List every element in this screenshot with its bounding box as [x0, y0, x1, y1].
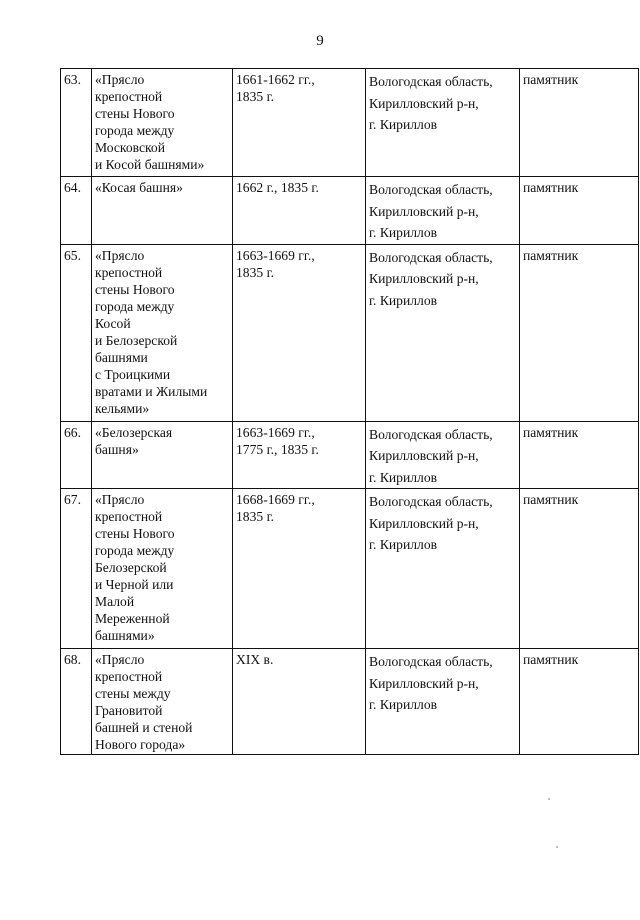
- row-number: 66.: [61, 421, 92, 489]
- object-date: 1661-1662 гг., 1835 г.: [233, 69, 366, 177]
- table-row: [61, 177, 639, 245]
- object-name: «Прясло крепостной стены между Грановитой башней и стеной Нового города»: [92, 649, 233, 755]
- page-number: 9: [316, 33, 324, 49]
- row-number: 67.: [61, 489, 92, 649]
- object-location: Вологодская область, Кирилловский р-н, г. Кириллов: [366, 489, 520, 649]
- row-number: 63.: [61, 69, 92, 177]
- object-category: памятник: [520, 69, 639, 177]
- scan-speck: [548, 798, 550, 800]
- object-category: памятник: [520, 177, 639, 245]
- object-date: 1663-1669 гг., 1835 г.: [233, 244, 366, 421]
- row-number: 68.: [61, 649, 92, 755]
- object-category: памятник: [520, 649, 639, 755]
- table-row: [61, 489, 639, 649]
- object-location: Вологодская область, Кирилловский р-н, г. Кириллов: [366, 69, 520, 177]
- object-location: Вологодская область, Кирилловский р-н, г. Кириллов: [366, 421, 520, 489]
- table-row: [61, 69, 639, 177]
- object-name: «Белозерская башня»: [92, 421, 233, 489]
- row-number: 64.: [61, 177, 92, 245]
- scan-speck: [556, 846, 558, 848]
- object-location: Вологодская область, Кирилловский р-н, г. Кириллов: [366, 177, 520, 245]
- object-date: 1662 г., 1835 г.: [233, 177, 366, 245]
- object-name: «Прясло крепостной стены Нового города между Косой и Белозерской башнями с Троицкими вратами и Жилыми кельями»: [92, 244, 233, 421]
- row-number: 65.: [61, 244, 92, 421]
- object-location: Вологодская область, Кирилловский р-н, г. Кириллов: [366, 649, 520, 755]
- object-date: 1668-1669 гг., 1835 г.: [233, 489, 366, 649]
- table-row: [61, 244, 639, 421]
- monuments-table: [60, 68, 639, 755]
- object-location: Вологодская область, Кирилловский р-н, г. Кириллов: [366, 244, 520, 421]
- object-category: памятник: [520, 244, 639, 421]
- object-category: памятник: [520, 489, 639, 649]
- object-date: 1663-1669 гг., 1775 г., 1835 г.: [233, 421, 366, 489]
- table-row: [61, 421, 639, 489]
- object-category: памятник: [520, 421, 639, 489]
- object-name: «Прясло крепостной стены Нового города между Белозерской и Черной или Малой Мереженной башнями»: [92, 489, 233, 649]
- table-row: [61, 649, 639, 755]
- object-date: XIX в.: [233, 649, 366, 755]
- object-name: «Косая башня»: [92, 177, 233, 245]
- object-name: «Прясло крепостной стены Нового города между Московской и Косой башнями»: [92, 69, 233, 177]
